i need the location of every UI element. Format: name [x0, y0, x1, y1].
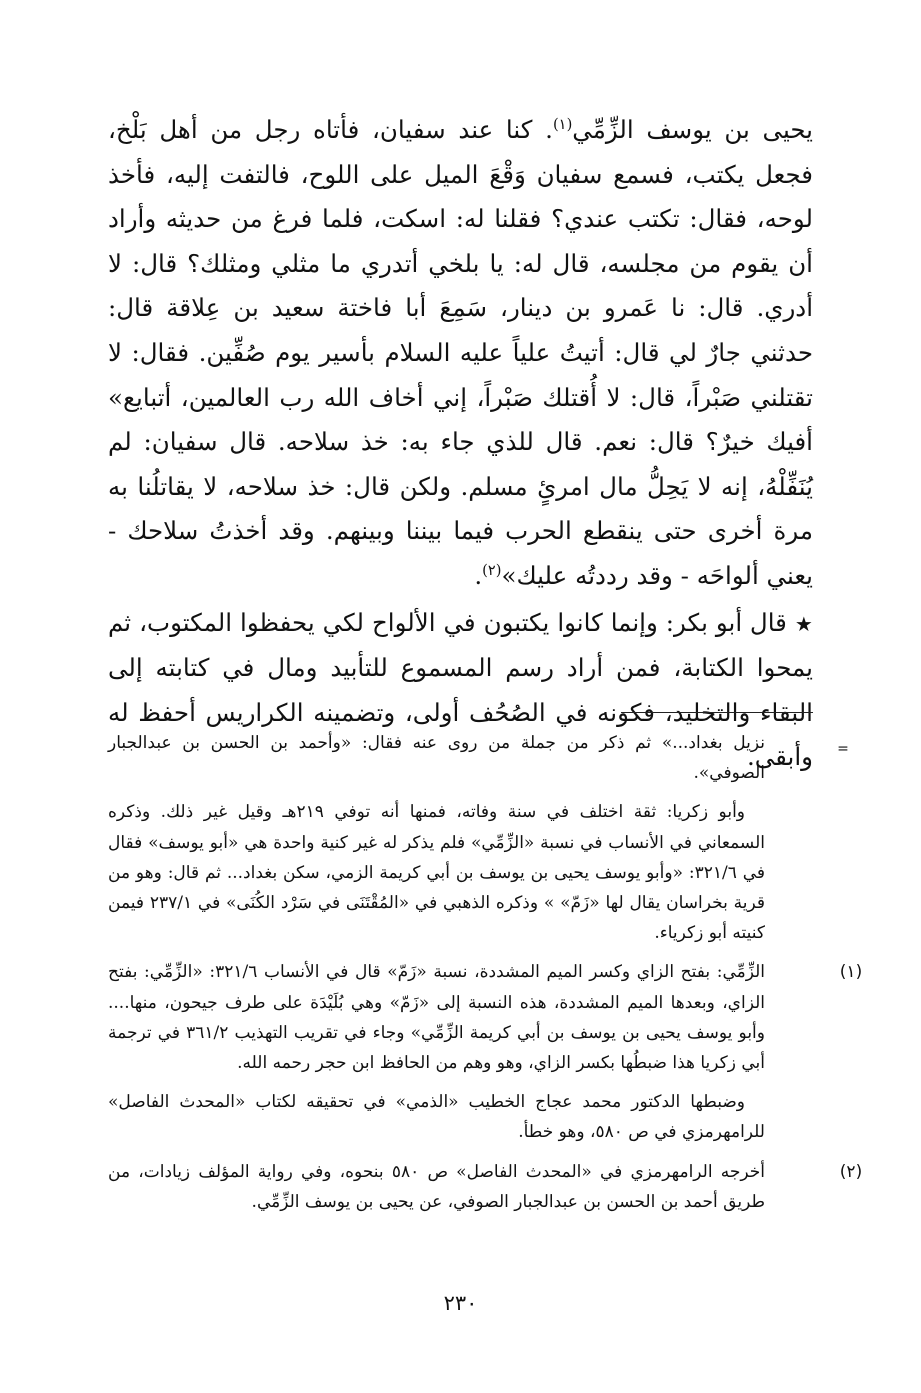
narrator-name: يحيى بن يوسف الزِّمِّي — [572, 115, 813, 144]
main-paragraph-1 — [108, 108, 813, 599]
footnote-2-number: (٢) — [839, 1161, 863, 1182]
main-text — [108, 108, 813, 780]
footnote-continuation — [108, 728, 849, 788]
footnote-separator — [621, 712, 813, 713]
page-number: ٢٣٠ — [443, 1291, 478, 1315]
footnote-1-text-2: وضبطها الدكتور محمد عجاج الخطيب «الذمي» في تحقيقه لكتاب «المحدث الفاصل» للرامهرمزي في ص ٥٨٠، وهو خطأ. — [108, 1092, 765, 1143]
footnote-2 — [108, 1157, 863, 1217]
footnote-1-number: (١) — [839, 962, 863, 983]
footnote-continuation-text-2: وأبو زكريا: ثقة اختلف في سنة وفاته، فمنها أنه توفي ٢١٩هـ وقيل غير ذلك. وذكره السمعاني في الأنساب في نسبة «الزِّمِّي» فلم يذكر له غير كنية واحدة هي «أبو يوسف» فقال في ٣٢١/٦: «وأبو يوسف يحيى بن يوسف بن أبي كريمة الزمي، سكن بغداد... ثم قال: وهو من قرية بخراسان يقال لها «زَمّ» » وذكره الذهبي في «المُقْتَنَى في سَرْد الكُنَى» في ٢٣٧/١ فيمن كنيته أبو زكرياء. — [108, 802, 765, 944]
footnote-1-paragraph-2 — [108, 1087, 813, 1147]
footnote-2-text: أخرجه الرامهرمزي في «المحدث الفاصل» ص ٥٨٠ بنحوه، وفي رواية المؤلف زيادات، من طريق أحمد بن الحسن بن عبدالجبار الصوفي، عن يحيى بن يوسف الزِّمِّي. — [108, 1161, 765, 1212]
footnote-continuation-text: نزيل بغداد...» ثم ذكر من جملة من روى عنه فقال: «وأحمد بن الحسن بن عبدالجبار الصوفي». — [108, 733, 765, 784]
footnote-continuation-paragraph — [108, 797, 813, 948]
author-comment: قال أبو بكر: وإنما كانوا يكتبون في الألواح لكي يحفظوا المكتوب، ثم يمحوا الكتابة، فمن أراد رسم المسموع للتأبيد ومال في كتابته إلى البقاء والتخليد، فكونه في الصُحُف أولى، وتضمينه الكراريس أحفظ له وأبقى. — [108, 607, 813, 772]
footnote-1-text: الزِّمِّي: بفتح الزاي وكسر الميم المشددة، نسبة «زَمّ» قال في الأنساب ٣٢١/٦: «الزِّمِّي: بفتح الزاي، وبعدها الميم المشددة، هذه النسبة إلى «زَمّ» وهي بُلَيْدَة على طرف جيحون، منها.... وأبو يوسف يحيى بن يوسف بن أبي كريمة الزِّمِّي» وجاء في تقريب التهذيب ٣٦١/٢ في ترجمة أبي زكريا هذا ضبطُها بكسر الزاي، وهو وهم من الحافظ ابن حجر رحمه الله. — [108, 962, 766, 1074]
footnote-ref-2: (٢) — [482, 561, 502, 579]
footnotes — [108, 728, 863, 1226]
star-icon: ★ — [794, 611, 813, 636]
narration-text: . كنا عند سفيان، فأتاه رجل من أهل بَلْخ، فجعل يكتب، فسمع سفيان وَقْعَ الميل على اللوح، فالتفت إليه، فأخذ لوحه، فقال: تكتب عندي؟ فقلنا له: اسكت، فلما فرغ من حديثه وأراد أن يقوم من مجلسه، قال له: يا بلخي أتدري ما مثلي ومثلك؟ قال: لا أدري. قال: نا عَمرو بن دينار، سَمِعَ أبا فاختة سعيد بن عِلاقة قال: حدثني جارٌ لي قال: أتيتُ علياً عليه السلام بأسير يوم صُفِّين. فقال: لا تقتلني صَبْراً، قال: لا أُقتلك صَبْراً، إني أخاف الله رب العالمين، أتبايع» أفيك خيرٌ؟ قال: نعم. قال للذي جاء به: خذ سلاحه. قال سفيان: لم يُنَفِّلْهُ، إنه لا يَحِلُّ مال امرئٍ مسلم. ولكن قال: خذ سلاحه، لا يقاتلُنا به مرة أخرى حتى ينقطع الحرب فيما بيننا وبينهم. وقد أخذتُ سلاحك - يعني ألواحَه - وقد رددتُه عليك» — [108, 115, 813, 590]
footnote-1 — [108, 957, 863, 1078]
footnote-ref-1: (١) — [552, 115, 573, 133]
continuation-mark: = — [837, 741, 849, 757]
narration-end: . — [474, 560, 483, 590]
